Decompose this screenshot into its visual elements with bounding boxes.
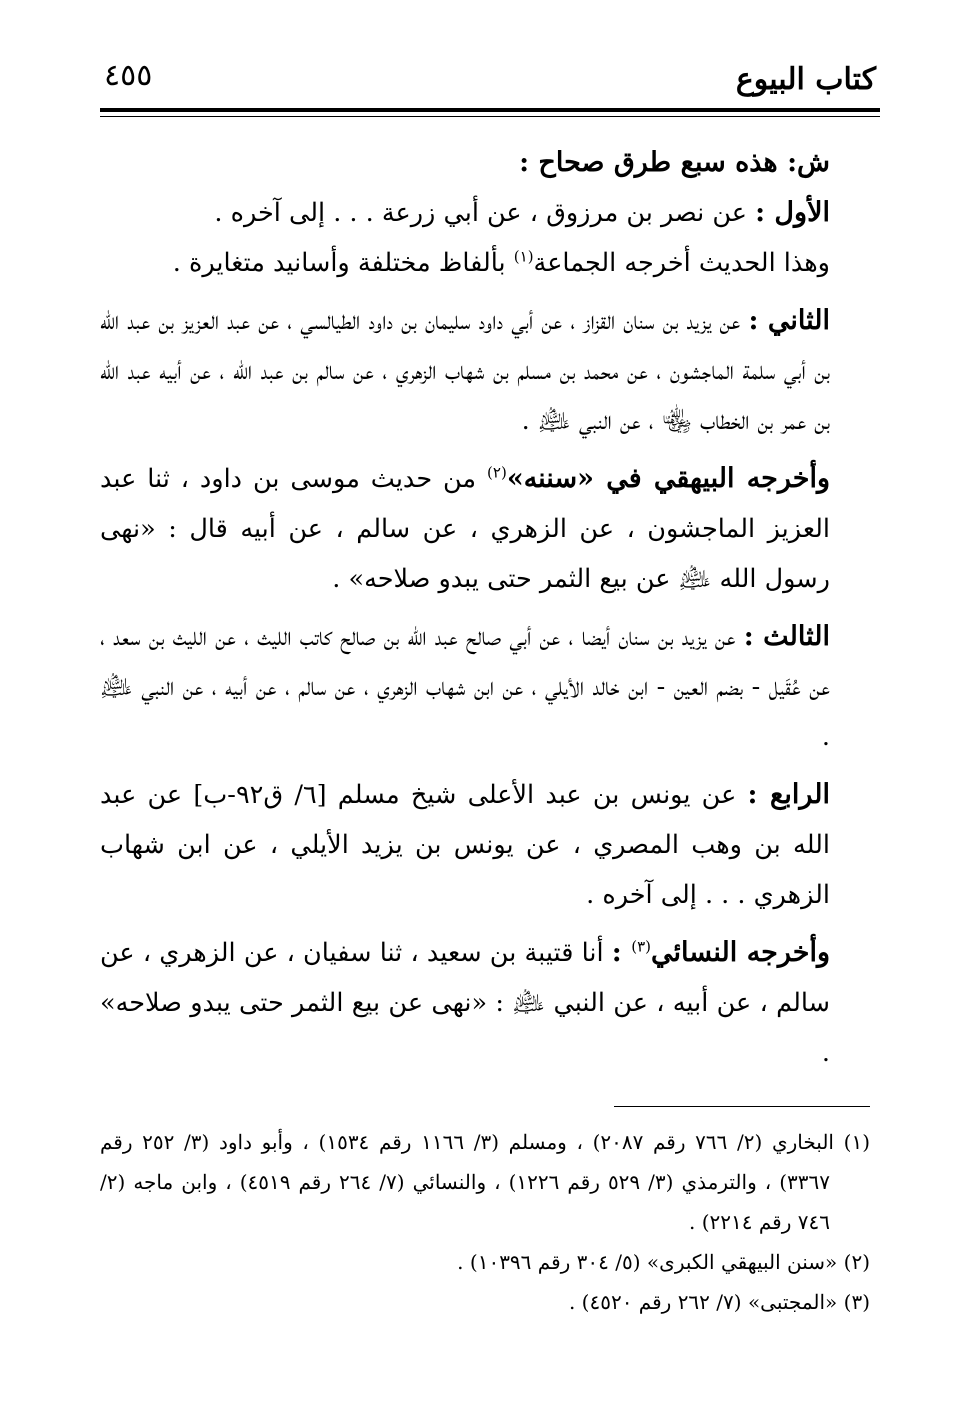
footnote-1: (١) البخاري (٢/ ٧٦٦ رقم ٢٠٨٧) ، ومسلم (٣/ ١١٦٦ رقم ١٥٣٤) ، وأبو داود (٣/ ٢٥٢ رقم ٣٣٦٧) ، والترمذي (٣/ ٥٢٩ رقم ١٢٢٦) ، والنسائي (٧/ ٢٦٤ رقم ٤٥١٩) ، وابن ماجه (٢/ ٧٤٦ رقم ٢٢١٤) . <box>100 1130 871 1234</box>
footnote-ref-2[interactable]: (٢) <box>487 463 507 482</box>
footnotes <box>100 1122 870 1322</box>
paragraph-third-chain <box>100 612 870 762</box>
footnote-3: (٣) «المجتبى» (٧/ ٢٦٢ رقم ٤٥٢٠) . <box>568 1290 870 1314</box>
page-number: ٤٥٥ <box>104 58 153 93</box>
paragraph-second-chain <box>100 296 870 446</box>
footnote-ref-3[interactable]: (٣) <box>631 937 651 956</box>
main-text <box>100 138 870 1078</box>
intro-heading: ش: هذه سبع طرق صحاح : <box>519 147 830 178</box>
jamaah-text-b: بألفاظ مختلفة وأسانيد متغايرة . <box>172 248 514 278</box>
fourth-label: الرابع : <box>747 779 830 810</box>
nasai-text: أنا قتيبة بن سعيد ، ثنا سفيان ، عن الزهري ، عن سالم ، عن أبيه ، عن النبي ﵇ : «نهى عن بيع الثمر حتى يبدو صلاحه» . <box>100 938 830 1068</box>
nasai-label: وأخرجه النسائي <box>651 937 830 968</box>
paragraph-jamaah <box>100 238 870 288</box>
paragraph-fourth-chain <box>100 770 870 920</box>
first-label: الأول : <box>755 197 830 228</box>
header-title: كتاب البيوع <box>735 62 876 97</box>
footnote-ref-1[interactable]: (١) <box>513 247 534 266</box>
header-rule-thick <box>100 108 880 112</box>
paragraph-nasai <box>100 928 870 1078</box>
third-text: عن يزيد بن سنان أيضا ، عن أبي صالح عبد الله بن صالح كاتب الليث ، عن الليث بن سعد ، عن عُقَيل - بضم العين - ابن خالد الأيلي ، عن ابن شهاب الزهري ، عن سالم ، عن أبيه ، عن النبي ﵇ . <box>100 622 830 752</box>
running-header <box>100 56 880 106</box>
nasai-colon: : <box>611 937 632 968</box>
header-rule-thin <box>100 116 880 117</box>
paragraph-first-chain <box>100 188 870 238</box>
third-label: الثالث : <box>743 621 830 652</box>
bayhaqi-label: وأخرجه البيهقي في «سننه» <box>506 463 830 494</box>
fourth-text: عن يونس بن عبد الأعلى شيخ مسلم [٦/ ق٩٢-ب] عن عبد الله بن وهب المصري ، عن يونس بن يزيد الأيلي ، عن ابن شهاب الزهري . . . إلى آخره . <box>100 780 830 910</box>
paragraph-bayhaqi <box>100 454 870 604</box>
first-text: عن نصر بن مرزوق ، عن أبي زرعة . . . إلى آخره . <box>214 198 756 228</box>
second-label: الثاني : <box>748 305 830 336</box>
second-text: عن يزيد بن سنان القزاز ، عن أبي داود سليمان بن داود الطيالسي ، عن عبد العزيز بن عبد الله بن أبي سلمة الماجشون ، عن محمد بن مسلم بن شهاب الزهري ، عن سالم بن عبد الله ، عن أبيه عبد الله بن عمر بن الخطاب ﵄ ، عن النبي ﵇ . <box>100 306 830 436</box>
footnote-2: (٢) «سنن البيهقي الكبرى» (٥/ ٣٠٤ رقم ١٠٣٩٦) . <box>457 1250 870 1274</box>
paragraph-intro <box>100 138 870 188</box>
jamaah-text-a: وهذا الحديث أخرجه الجماعة <box>533 248 830 278</box>
bayhaqi-text: من حديث موسى بن داود ، ثنا عبد العزيز الماجشون ، عن الزهري ، عن سالم ، عن أبيه قال : «نهى رسول الله ﵇ عن بيع الثمر حتى يبدو صلاحه» . <box>100 464 830 594</box>
footnote-separator <box>614 1106 870 1107</box>
